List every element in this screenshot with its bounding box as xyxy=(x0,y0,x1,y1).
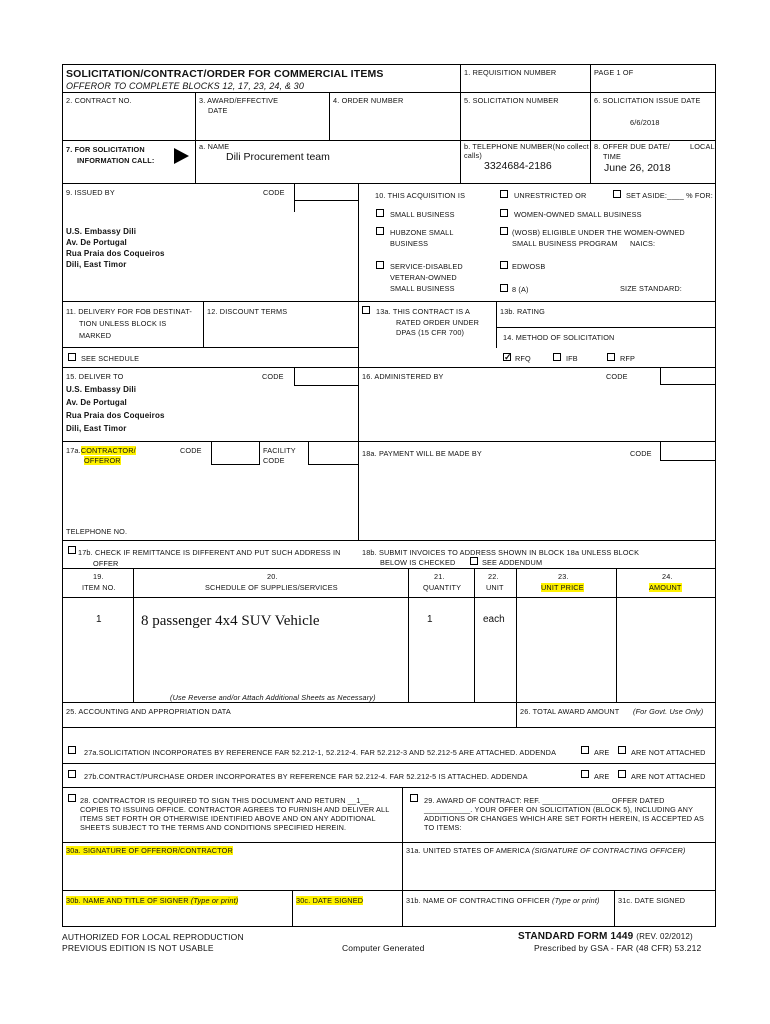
27b-are-label: ARE xyxy=(594,772,610,781)
payment-code-label: CODE xyxy=(630,449,652,458)
28-line-2: COPIES TO ISSUING OFFICE. CONTRACTOR AGREES TO FURNISH AND DELIVER ALL xyxy=(80,805,390,814)
rule xyxy=(62,64,63,927)
wosb-label: (WOSB) ELIGIBLE UNDER THE WOMEN-OWNED xyxy=(512,228,685,237)
ifb-checkbox[interactable] xyxy=(553,353,561,361)
deliver-to-address-4: Dili, East Timor xyxy=(66,424,127,433)
invoices-label: 18b. SUBMIT INVOICES TO ADDRESS SHOWN IN BLOCK 18a UNLESS BLOCK xyxy=(362,548,640,557)
hubzone-checkbox[interactable] xyxy=(376,227,384,235)
rfq-label: RFQ xyxy=(515,354,531,363)
requisition-number-label: 1. REQUISITION NUMBER xyxy=(464,68,557,77)
28-line-1: 28. CONTRACTOR IS REQUIRED TO SIGN THIS DOCUMENT AND RETURN __1__ xyxy=(80,796,369,805)
col-unit-price-label: UNIT PRICE xyxy=(541,583,584,592)
29-line-3: ADDITIONS OR CHANGES WHICH ARE SET FORTH HEREIN, IS ACCEPTED AS xyxy=(424,814,705,823)
telephone-no-label: TELEPHONE NO. xyxy=(66,527,128,536)
issued-by-code-label: CODE xyxy=(263,188,285,197)
27a-label: 27a.SOLICITATION INCORPORATES BY REFERENCE FAR 52.212-1, 52.212-4. FAR 52.212-3 AND 52.212-5 ARE ATTACHED. ADDENDA xyxy=(84,748,557,757)
set-aside-checkbox[interactable] xyxy=(613,190,621,198)
27a-checkbox[interactable] xyxy=(68,746,76,754)
sdvosb-checkbox[interactable] xyxy=(376,261,384,269)
method-label: 14. METHOD OF SOLICITATION xyxy=(503,333,615,342)
28-line-3: ITEMS SET FORTH OR OTHERWISE IDENTIFIED ABOVE AND ON ANY ADDITIONAL xyxy=(80,814,376,823)
wosb-checkbox[interactable] xyxy=(500,227,508,235)
27b-are-not-label: ARE NOT ATTACHED xyxy=(631,772,706,781)
issued-by-address-2: Av. De Portugal xyxy=(66,238,127,247)
description-cell[interactable]: 8 passenger 4x4 SUV Vehicle xyxy=(141,613,320,629)
rated-order-label-3: DPAS (15 CFR 700) xyxy=(396,328,465,337)
27a-are-not-checkbox[interactable] xyxy=(618,746,626,754)
27a-are-label: ARE xyxy=(594,748,610,757)
usa-label: 31a. UNITED STATES OF AMERICA (SIGNATURE OF CONTRACTING OFFICER) xyxy=(406,846,686,855)
remittance-label-2: OFFER xyxy=(93,559,119,568)
rule xyxy=(62,926,716,927)
sdvosb-label-3: SMALL BUSINESS xyxy=(390,284,455,293)
issued-by-address-3: Rua Praia dos Coqueiros xyxy=(66,249,165,258)
arrow-right-icon xyxy=(174,148,189,164)
29-line-2: ___________. YOUR OFFER ON SOLICITATION (BLOCK 5), INCLUDING ANY xyxy=(424,805,694,814)
award-date-label: 3. AWARD/EFFECTIVE xyxy=(199,96,279,105)
29-line-1: 29. AWARD OF CONTRACT: REF. ________________ OFFER DATED xyxy=(424,796,665,805)
co-name-label: 31b. NAME OF CONTRACTING OFFICER (Type or print) xyxy=(406,896,600,905)
solicitation-info-label: 7. FOR SOLICITATION xyxy=(66,145,145,154)
rule xyxy=(62,64,716,65)
offer-due-label: 8. OFFER DUE DATE/ xyxy=(594,142,670,151)
27b-checkbox[interactable] xyxy=(68,770,76,778)
27b-are-not-checkbox[interactable] xyxy=(618,770,626,778)
delivery-label-3: MARKED xyxy=(79,331,112,340)
unit-cell[interactable]: each xyxy=(483,614,505,625)
eight-a-checkbox[interactable] xyxy=(500,284,508,292)
offer-due-time-label: TIME xyxy=(603,152,622,161)
naics-label: NAICS: xyxy=(630,239,656,248)
name-label: a. NAME xyxy=(199,142,230,151)
28-checkbox[interactable] xyxy=(68,794,76,802)
deliver-to-address-1: U.S. Embassy Dili xyxy=(66,385,137,394)
col-unit-price-number: 23. xyxy=(558,572,569,581)
see-addendum-label: SEE ADDENDUM xyxy=(482,558,543,567)
edwosb-label: EDWOSB xyxy=(512,262,546,271)
issue-date-label: 6. SOLICITATION ISSUE DATE xyxy=(594,96,701,105)
see-schedule-label: SEE SCHEDULE xyxy=(81,354,140,363)
27b-are-checkbox[interactable] xyxy=(581,770,589,778)
sdvosb-label: SERVICE-DISABLED xyxy=(390,262,463,271)
rated-order-checkbox[interactable] xyxy=(362,306,370,314)
set-aside-label: SET ASIDE:____ % FOR: xyxy=(626,191,713,200)
col-amount-number: 24. xyxy=(662,572,673,581)
col-amount-label: AMOUNT xyxy=(649,583,682,592)
reverse-note: (Use Reverse and/or Attach Additional Sheets as Necessary) xyxy=(170,693,376,702)
telephone-value[interactable]: 3324684-2186 xyxy=(484,160,552,172)
rfp-checkbox[interactable] xyxy=(607,353,615,361)
administered-by-label: 16. ADMINISTERED BY xyxy=(362,372,444,381)
acquisition-label: 10. THIS ACQUISITION IS xyxy=(375,191,466,200)
col-unit-label: UNIT xyxy=(486,583,504,592)
small-business-checkbox[interactable] xyxy=(376,209,384,217)
col-quantity-label: QUANTITY xyxy=(423,583,462,592)
facility-code-label: FACILITY xyxy=(263,446,296,455)
unrestricted-label: UNRESTRICTED OR xyxy=(514,191,587,200)
rated-order-label: 13a. THIS CONTRACT IS A xyxy=(376,307,471,316)
invoices-label-2: BELOW IS CHECKED xyxy=(380,558,456,567)
contractor-label: 17a.CONTRACTOR/ xyxy=(66,446,136,455)
27b-label: 27b.CONTRACT/PURCHASE ORDER INCORPORATES BY REFERENCE FAR 52.212-4. FAR 52.212-5 IS ATTACHED. ADDENDA xyxy=(84,772,528,781)
footer-previous: PREVIOUS EDITION IS NOT USABLE xyxy=(62,943,214,953)
contractor-highlight: CONTRACTOR/ xyxy=(80,446,136,455)
contract-no-label: 2. CONTRACT NO. xyxy=(66,96,132,105)
col-unit-number: 22. xyxy=(488,572,499,581)
payment-label: 18a. PAYMENT WILL BE MADE BY xyxy=(362,449,482,458)
solicitation-number-label: 5. SOLICITATION NUMBER xyxy=(464,96,559,105)
rated-order-label-2: RATED ORDER UNDER xyxy=(396,318,480,327)
deliver-to-code-label: CODE xyxy=(262,372,284,381)
signature-offeror-label: 30a. SIGNATURE OF OFFEROR/CONTRACTOR xyxy=(66,846,233,855)
offer-due-local-label: LOCAL xyxy=(690,142,715,151)
issue-date-value[interactable]: 6/6/2018 xyxy=(630,118,660,127)
date-signed-label: 30c. DATE SIGNED xyxy=(296,896,364,905)
deliver-to-address-2: Av. De Portugal xyxy=(66,398,127,407)
issued-by-address-4: Dili, East Timor xyxy=(66,260,127,269)
unrestricted-checkbox[interactable] xyxy=(500,190,508,198)
unit-price-cell[interactable] xyxy=(520,614,612,628)
quantity-cell[interactable]: 1 xyxy=(427,614,433,625)
col-item-number: 19. xyxy=(93,572,104,581)
rule xyxy=(715,64,716,927)
contact-name-value[interactable]: Dili Procurement team xyxy=(226,151,330,163)
edwosb-checkbox[interactable] xyxy=(500,261,508,269)
size-standard-label: SIZE STANDARD: xyxy=(620,284,682,293)
award-date-label-2: DATE xyxy=(208,106,228,115)
footer-form-number: STANDARD FORM 1449 (REV. 02/2012) xyxy=(518,931,693,942)
discount-terms-label: 12. DISCOUNT TERMS xyxy=(207,307,288,316)
page-label: PAGE 1 OF xyxy=(594,68,634,77)
administered-by-code-label: CODE xyxy=(606,372,628,381)
footer-computer-generated: Computer Generated xyxy=(342,943,425,953)
govt-use-label: (For Govt. Use Only) xyxy=(633,707,704,716)
hubzone-label: HUBZONE SMALL xyxy=(390,228,454,237)
29-checkbox[interactable] xyxy=(410,794,418,802)
27a-are-not-label: ARE NOT ATTACHED xyxy=(631,748,706,757)
footer-auth: AUTHORIZED FOR LOCAL REPRODUCTION xyxy=(62,932,244,942)
small-business-label: SMALL BUSINESS xyxy=(390,210,455,219)
form-subtitle: OFFEROR TO COMPLETE BLOCKS 12, 17, 23, 24, & 30 xyxy=(66,81,304,91)
28-line-4: SHEETS SUBJECT TO THE TERMS AND CONDITIONS SPECIFIED HEREIN. xyxy=(80,823,347,832)
amount-cell[interactable] xyxy=(620,614,712,628)
eight-a-label: 8 (A) xyxy=(512,285,529,294)
footer-prescribed: Prescribed by GSA - FAR (48 CFR) 53.212 xyxy=(534,943,702,953)
remittance-checkbox[interactable] xyxy=(68,546,76,554)
sdvosb-label-2: VETERAN-OWNED xyxy=(390,273,457,282)
delivery-label: 11. DELIVERY FOR FOB DESTINAT- xyxy=(66,307,193,316)
telephone-label: b. TELEPHONE NUMBER(No collect xyxy=(464,142,589,151)
offer-due-value[interactable]: June 26, 2018 xyxy=(604,162,671,174)
item-number-cell[interactable]: 1 xyxy=(96,614,102,625)
see-schedule-checkbox[interactable] xyxy=(68,353,76,361)
total-award-label: 26. TOTAL AWARD AMOUNT xyxy=(520,707,620,716)
women-owned-checkbox[interactable] xyxy=(500,209,508,217)
facility-code-label-2: CODE xyxy=(263,456,285,465)
remittance-label: 17b. CHECK IF REMITTANCE IS DIFFERENT AND PUT SUCH ADDRESS IN xyxy=(78,548,341,557)
women-owned-label: WOMEN-OWNED SMALL BUSINESS xyxy=(514,210,642,219)
wosb-label-2: SMALL BUSINESS PROGRAM xyxy=(512,239,618,248)
contractor-code-label: CODE xyxy=(180,446,202,455)
name-title-signer-label: 30b. NAME AND TITLE OF SIGNER (Type or print) xyxy=(66,896,239,905)
issued-by-label: 9. ISSUED BY xyxy=(66,188,115,197)
hubzone-label-2: BUSINESS xyxy=(390,239,429,248)
29-line-4: TO ITEMS: xyxy=(424,823,462,832)
accounting-label: 25. ACCOUNTING AND APPROPRIATION DATA xyxy=(66,707,231,716)
deliver-to-label: 15. DELIVER TO xyxy=(66,372,124,381)
see-addendum-checkbox[interactable] xyxy=(470,557,478,565)
telephone-label-2: calls) xyxy=(464,151,482,160)
col-schedule-number: 20. xyxy=(267,572,278,581)
col-item-label: ITEM NO. xyxy=(82,583,116,592)
col-schedule-label: SCHEDULE OF SUPPLIES/SERVICES xyxy=(205,583,338,592)
co-date-signed-label: 31c. DATE SIGNED xyxy=(618,896,686,905)
form-title: SOLICITATION/CONTRACT/ORDER FOR COMMERCIAL ITEMS xyxy=(66,68,384,80)
order-number-label: 4. ORDER NUMBER xyxy=(333,96,404,105)
ifb-label: IFB xyxy=(566,354,578,363)
delivery-label-2: TION UNLESS BLOCK IS xyxy=(79,319,167,328)
27a-are-checkbox[interactable] xyxy=(581,746,589,754)
deliver-to-address-3: Rua Praia dos Coqueiros xyxy=(66,411,165,420)
rfp-label: RFP xyxy=(620,354,636,363)
col-quantity-number: 21. xyxy=(434,572,445,581)
checkmark-icon: ✓ xyxy=(504,352,512,362)
issued-by-address-1: U.S. Embassy Dili xyxy=(66,227,137,236)
rating-label: 13b. RATING xyxy=(500,307,545,316)
offeror-label: OFFEROR xyxy=(84,456,121,465)
solicitation-info-label-2: INFORMATION CALL: xyxy=(77,156,155,165)
